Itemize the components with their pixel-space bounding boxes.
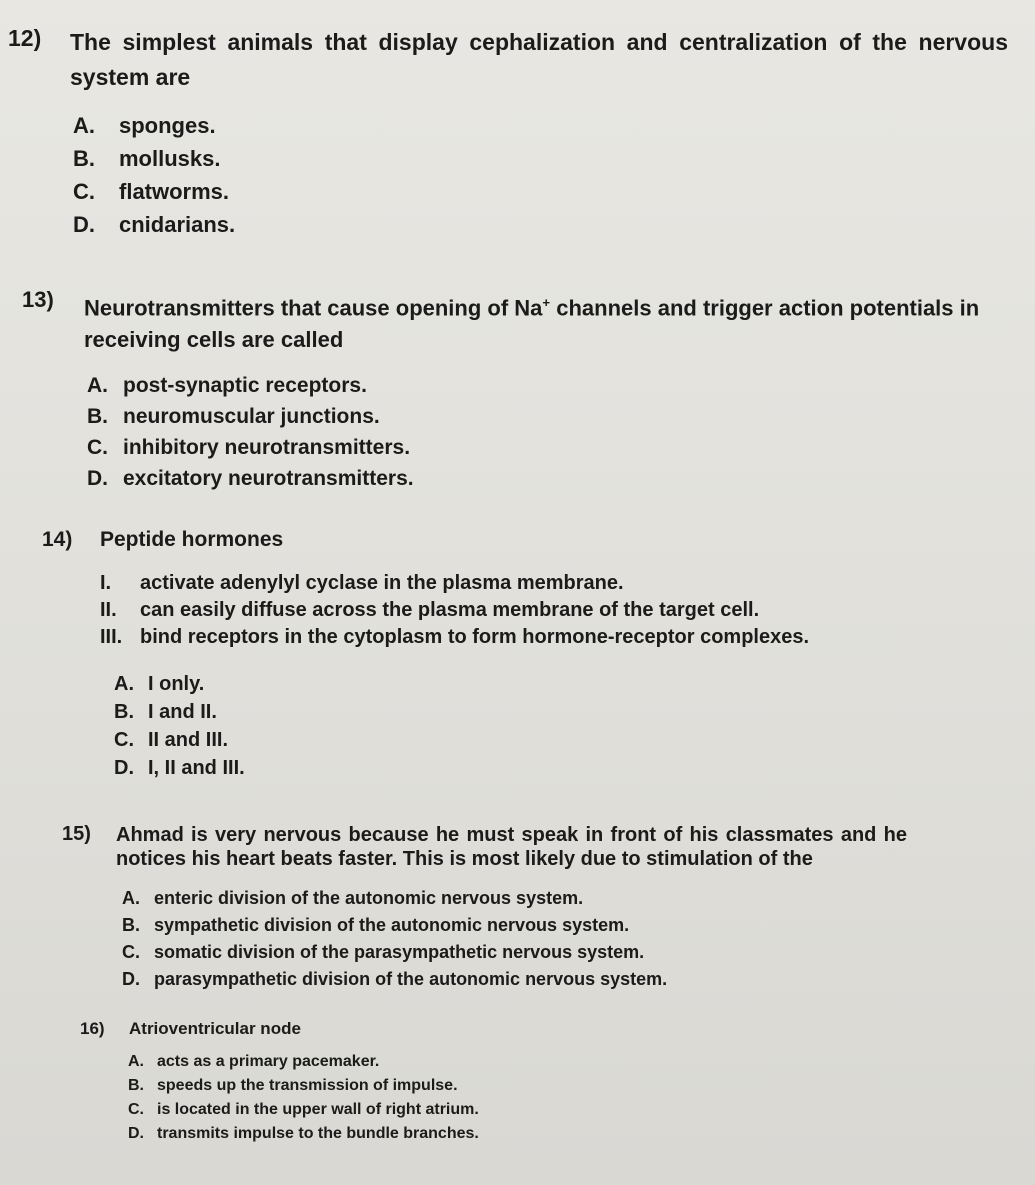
option-d[interactable] xyxy=(87,467,982,498)
option-d[interactable] xyxy=(73,212,1008,245)
question-text: The simplest animals that display cephalization and centralization of the nervous system are xyxy=(70,29,1008,90)
superscript-charge: + xyxy=(542,295,551,310)
option-text: transmits impulse to the bundle branches. xyxy=(157,1125,479,1142)
option-text: inhibitory neurotransmitters. xyxy=(123,436,411,460)
option-text: cnidarians. xyxy=(119,212,236,237)
option-d[interactable] xyxy=(122,969,907,996)
option-b[interactable] xyxy=(114,701,902,729)
option-text: flatworms. xyxy=(119,179,230,204)
option-a[interactable] xyxy=(128,1053,680,1077)
option-text: neuromuscular junctions. xyxy=(123,405,380,429)
option-letter: B. xyxy=(114,701,134,723)
option-a[interactable] xyxy=(122,888,907,915)
option-text: somatic division of the parasympathetic nervous system. xyxy=(154,942,645,962)
option-letter: D. xyxy=(87,467,108,491)
question-number: 14) xyxy=(42,528,73,551)
option-text: post-synaptic receptors. xyxy=(123,374,367,398)
question-14 xyxy=(42,528,902,785)
option-c[interactable] xyxy=(87,436,982,467)
option-text: excitatory neurotransmitters. xyxy=(123,467,414,491)
option-letter: A. xyxy=(73,113,95,138)
option-c[interactable] xyxy=(114,729,902,757)
option-b[interactable] xyxy=(87,405,982,436)
option-text: enteric division of the autonomic nervous system. xyxy=(154,888,584,908)
option-letter: B. xyxy=(122,915,140,935)
option-text: is located in the upper wall of right atrium. xyxy=(157,1101,479,1118)
option-text: I and II. xyxy=(148,701,217,723)
option-a[interactable] xyxy=(73,113,1008,146)
statement-numeral: III. xyxy=(100,626,123,648)
option-c[interactable] xyxy=(128,1101,680,1125)
option-text: sponges. xyxy=(119,113,216,138)
question-stem xyxy=(8,25,1008,95)
option-letter: C. xyxy=(114,729,134,751)
option-text: parasympathetic division of the autonomic nervous system. xyxy=(154,969,668,989)
option-letter: D. xyxy=(73,212,95,237)
question-number: 15) xyxy=(62,823,91,845)
option-letter: B. xyxy=(73,146,95,171)
option-letter: C. xyxy=(87,436,108,460)
option-b[interactable] xyxy=(128,1077,680,1101)
option-text: speeds up the transmission of impulse. xyxy=(157,1077,458,1094)
option-text: II and III. xyxy=(148,729,229,751)
statement-numeral: II. xyxy=(100,599,117,621)
question-text: Atrioventricular node xyxy=(129,1019,301,1038)
option-letter: B. xyxy=(128,1077,144,1094)
question-text: Peptide hormones xyxy=(100,528,284,551)
question-15 xyxy=(62,823,907,996)
option-a[interactable] xyxy=(87,374,982,405)
option-b[interactable] xyxy=(73,146,1008,179)
option-a[interactable] xyxy=(114,673,902,701)
option-c[interactable] xyxy=(122,942,907,969)
option-b[interactable] xyxy=(122,915,907,942)
statement-text: can easily diffuse across the plasma membrane of the target cell. xyxy=(140,599,760,621)
question-12 xyxy=(8,25,1008,245)
option-letter: A. xyxy=(87,374,108,398)
statement-numeral: I. xyxy=(100,572,112,594)
option-letter: A. xyxy=(114,673,134,695)
option-letter: C. xyxy=(128,1101,144,1118)
question-stem xyxy=(80,1019,680,1039)
option-letter: A. xyxy=(122,888,140,908)
option-text: sympathetic division of the autonomic nervous system. xyxy=(154,915,630,935)
option-text: I only. xyxy=(148,673,205,695)
option-text: acts as a primary pacemaker. xyxy=(157,1053,380,1070)
option-letter: A. xyxy=(128,1053,144,1070)
statement-text: activate adenylyl cyclase in the plasma membrane. xyxy=(140,572,624,594)
option-c[interactable] xyxy=(73,179,1008,212)
option-letter: D. xyxy=(128,1125,144,1142)
question-stem xyxy=(62,823,907,871)
answer-options xyxy=(128,1053,680,1149)
option-d[interactable] xyxy=(114,757,902,785)
answer-options xyxy=(114,673,902,785)
statement-ii xyxy=(100,599,902,626)
question-number: 12) xyxy=(8,25,42,51)
question-16 xyxy=(80,1019,680,1149)
question-number: 16) xyxy=(80,1019,105,1038)
statement-i xyxy=(100,572,902,599)
option-d[interactable] xyxy=(128,1125,680,1149)
question-stem xyxy=(22,287,982,356)
question-text xyxy=(84,287,982,356)
question-text: Ahmad is very nervous because he must speak in front of his classmates and he notices his heart beats faster. This is most likely due to stimulation of the xyxy=(116,824,907,870)
option-letter: C. xyxy=(122,942,140,962)
question-text-end: channels and trigger action potentials in receiving cells are called xyxy=(84,295,980,353)
option-letter: D. xyxy=(122,969,140,989)
statement-text: bind receptors in the cytoplasm to form hormone-receptor complexes. xyxy=(140,626,810,648)
answer-options xyxy=(73,113,1008,245)
question-13 xyxy=(22,287,982,498)
question-stem xyxy=(42,528,902,552)
option-text: mollusks. xyxy=(119,146,221,171)
statement-iii xyxy=(100,626,902,653)
question-number: 13) xyxy=(22,287,54,312)
answer-options xyxy=(87,374,982,498)
option-letter: B. xyxy=(87,405,108,429)
option-letter: D. xyxy=(114,757,134,779)
option-letter: C. xyxy=(73,179,95,204)
question-text-start: Neurotransmitters that cause opening of Na xyxy=(84,295,543,321)
statement-list xyxy=(100,572,902,653)
option-text: I, II and III. xyxy=(148,757,245,779)
answer-options xyxy=(122,888,907,996)
